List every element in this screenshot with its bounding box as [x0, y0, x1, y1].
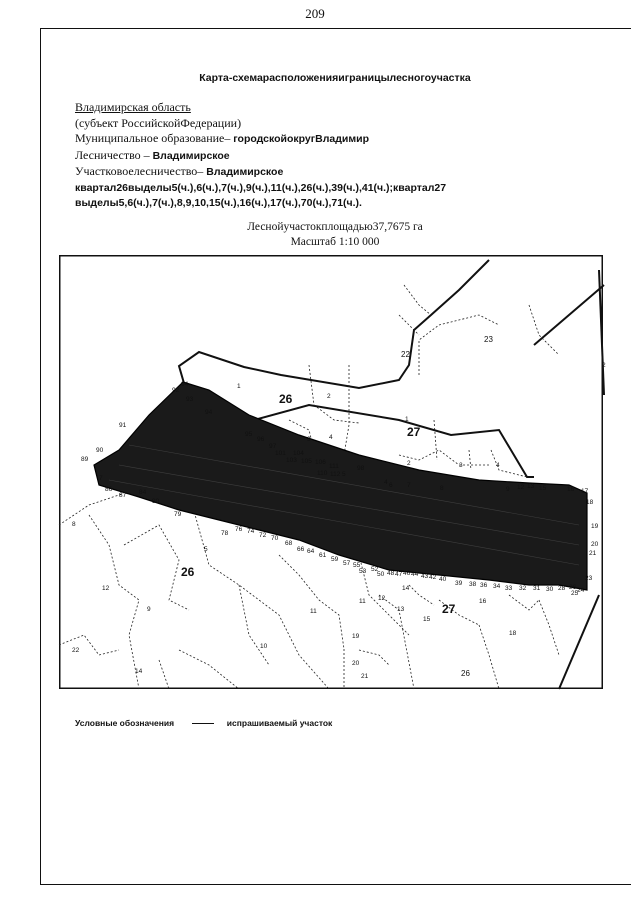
map-label: 110	[317, 470, 328, 477]
map-label: 94	[205, 409, 213, 416]
map-label: 52	[371, 566, 379, 573]
map-label: 17	[581, 488, 589, 495]
map-label: 38	[469, 581, 477, 588]
map-label: 14	[402, 585, 410, 592]
subject-note: (субъект РоссийскойФедерации)	[75, 115, 242, 130]
forest-map	[59, 255, 606, 689]
district-value: Владимирское	[203, 166, 284, 178]
map-label: 30	[546, 586, 554, 593]
map-label: 92	[172, 387, 180, 394]
map-label: 106	[315, 459, 326, 466]
map-label: 27	[442, 602, 456, 616]
area-text: Леснойучастокплощадью37,7675 га	[247, 221, 423, 233]
map-label: 5	[204, 546, 208, 553]
map-label: 3	[459, 462, 463, 469]
map-label: 2	[327, 393, 331, 400]
forestry-line	[75, 148, 446, 165]
map-label: 78	[221, 530, 229, 537]
map-label: 13	[527, 483, 535, 490]
map-label: 1	[237, 383, 241, 390]
map-label: 64	[307, 548, 315, 555]
map-label: 80	[152, 498, 160, 505]
map-label: 90	[96, 447, 104, 454]
district-line	[75, 164, 446, 181]
map-label: 4	[329, 434, 333, 441]
map-label: 28	[558, 585, 566, 592]
legend	[75, 718, 332, 728]
map-label: 32	[519, 585, 527, 592]
map-label: 19	[591, 523, 599, 530]
map-label: 44	[411, 571, 419, 578]
map-label: 5	[342, 471, 346, 478]
map-label: 22	[401, 350, 410, 359]
municipality-value: городскойокругВладимир	[230, 133, 369, 145]
map-label: 2	[602, 362, 606, 369]
document-title: Карта-схемарасположенияиграницылесногоучастка	[199, 72, 471, 84]
quarters-line-2: выделы5,6(ч.),7(ч.),8,9,10,15(ч.),16(ч.),17(ч.),70(ч.),71(ч.).	[75, 197, 362, 209]
map-label: 95	[245, 431, 253, 438]
map-label: 13	[397, 606, 405, 613]
district-label: Участковоелесничество–	[75, 164, 204, 178]
map-label: 94	[181, 381, 189, 388]
map-label: 97	[269, 443, 277, 450]
map-label: 86	[105, 486, 113, 493]
map-label: 87	[119, 492, 127, 499]
map-label: 4	[384, 479, 388, 486]
map-label: 74	[247, 528, 255, 535]
map-label: 15	[539, 485, 547, 492]
map-label: 2	[407, 460, 411, 467]
map-label: 96	[257, 436, 265, 443]
quarters-line-1: квартал26выделы5(ч.),6(ч.),7(ч.),9(ч.),11(ч.),26(ч.),39(ч.),41(ч.);квартал27	[75, 181, 447, 194]
map-label: 34	[493, 583, 501, 590]
map-label: 9	[506, 486, 510, 493]
map-label: 12	[378, 595, 386, 602]
map-label: 16	[479, 598, 487, 605]
map-label: 101	[275, 450, 286, 457]
map-label: 8	[72, 521, 76, 528]
map-label: 18	[509, 630, 517, 637]
map-label: 26	[569, 584, 577, 591]
map-label: 31	[533, 585, 541, 592]
map-label: 104	[293, 450, 304, 457]
map-label: 105	[301, 458, 312, 465]
map-label: 68	[285, 540, 293, 547]
map-label: 98	[357, 465, 365, 472]
map-label: 19	[352, 633, 360, 640]
map-label: 11	[359, 598, 366, 605]
map-label: 21	[589, 550, 597, 557]
map-label: 27	[407, 425, 421, 439]
map-label: 3	[307, 436, 311, 443]
map-label: 111	[329, 463, 339, 470]
map-label: 89	[81, 456, 89, 463]
map-label: 47	[395, 571, 403, 578]
map-label: 26	[461, 669, 470, 678]
map-label: 14	[135, 668, 143, 675]
map-label: 59	[331, 556, 339, 563]
map-label: 22	[72, 647, 80, 654]
map-label: 8	[440, 485, 444, 492]
map-label: 79	[174, 511, 182, 518]
location-info	[75, 100, 446, 212]
map-label: 1	[405, 416, 409, 423]
municipality-line	[75, 131, 446, 148]
map-label: 4	[496, 462, 500, 469]
map-label: 36	[480, 582, 488, 589]
map-label: 66	[297, 546, 305, 553]
map-label: 72	[259, 532, 267, 539]
map-label: 70	[271, 535, 279, 542]
map-label: 16	[567, 486, 575, 493]
map-label: 40	[439, 576, 447, 583]
map-label: 39	[455, 580, 463, 587]
map-label: 10	[260, 643, 268, 650]
map-label: 61	[319, 552, 327, 559]
map-label: 84	[139, 489, 147, 496]
map-label: 26	[279, 392, 293, 406]
map-label: 20	[352, 660, 360, 667]
map-label: 15	[423, 616, 431, 623]
forestry-label: Лесничество –	[75, 147, 150, 162]
scale-text: Масштаб 1:10 000	[290, 236, 380, 248]
page-number: 209	[305, 6, 325, 21]
map-label: 91	[119, 422, 127, 429]
map-label: 21	[361, 673, 369, 680]
map-label: 25	[571, 590, 579, 597]
map-label: 23	[585, 575, 593, 582]
map-label: 93	[186, 396, 194, 403]
map-label: 103	[286, 457, 297, 464]
map-label: 24	[577, 587, 585, 594]
map-label: 20	[591, 541, 599, 548]
map-label: 53	[359, 568, 367, 575]
municipality-label: Муниципальное образование–	[75, 131, 231, 145]
map-label: 46	[403, 570, 411, 577]
map-label: 6	[389, 482, 393, 489]
map-label: 42	[429, 574, 437, 581]
legend-item: испрашиваемый участок	[226, 718, 333, 728]
map-label: 11	[310, 608, 317, 615]
legend-line-symbol	[192, 723, 214, 724]
map-label: 57	[343, 560, 351, 567]
map-label: 33	[505, 585, 513, 592]
map-label: 9	[147, 606, 151, 613]
map-label: 48	[387, 570, 395, 577]
map-label: 50	[377, 571, 385, 578]
map-label: 12	[102, 585, 110, 592]
map-label: 12	[517, 484, 525, 491]
map-label: 23	[484, 335, 493, 344]
map-label: 55	[353, 562, 361, 569]
map-label: 7	[99, 475, 103, 482]
map-label: 76	[235, 526, 243, 533]
map-label: 26	[181, 565, 195, 579]
legend-title: Условные обозначения	[75, 718, 175, 728]
map-label: 18	[586, 499, 594, 506]
map-label: 43	[421, 573, 429, 580]
map-label: 112	[330, 471, 341, 478]
map-label: 7	[407, 482, 411, 489]
forestry-value: Владимирское	[149, 149, 230, 162]
region: Владимирская область	[75, 100, 191, 114]
